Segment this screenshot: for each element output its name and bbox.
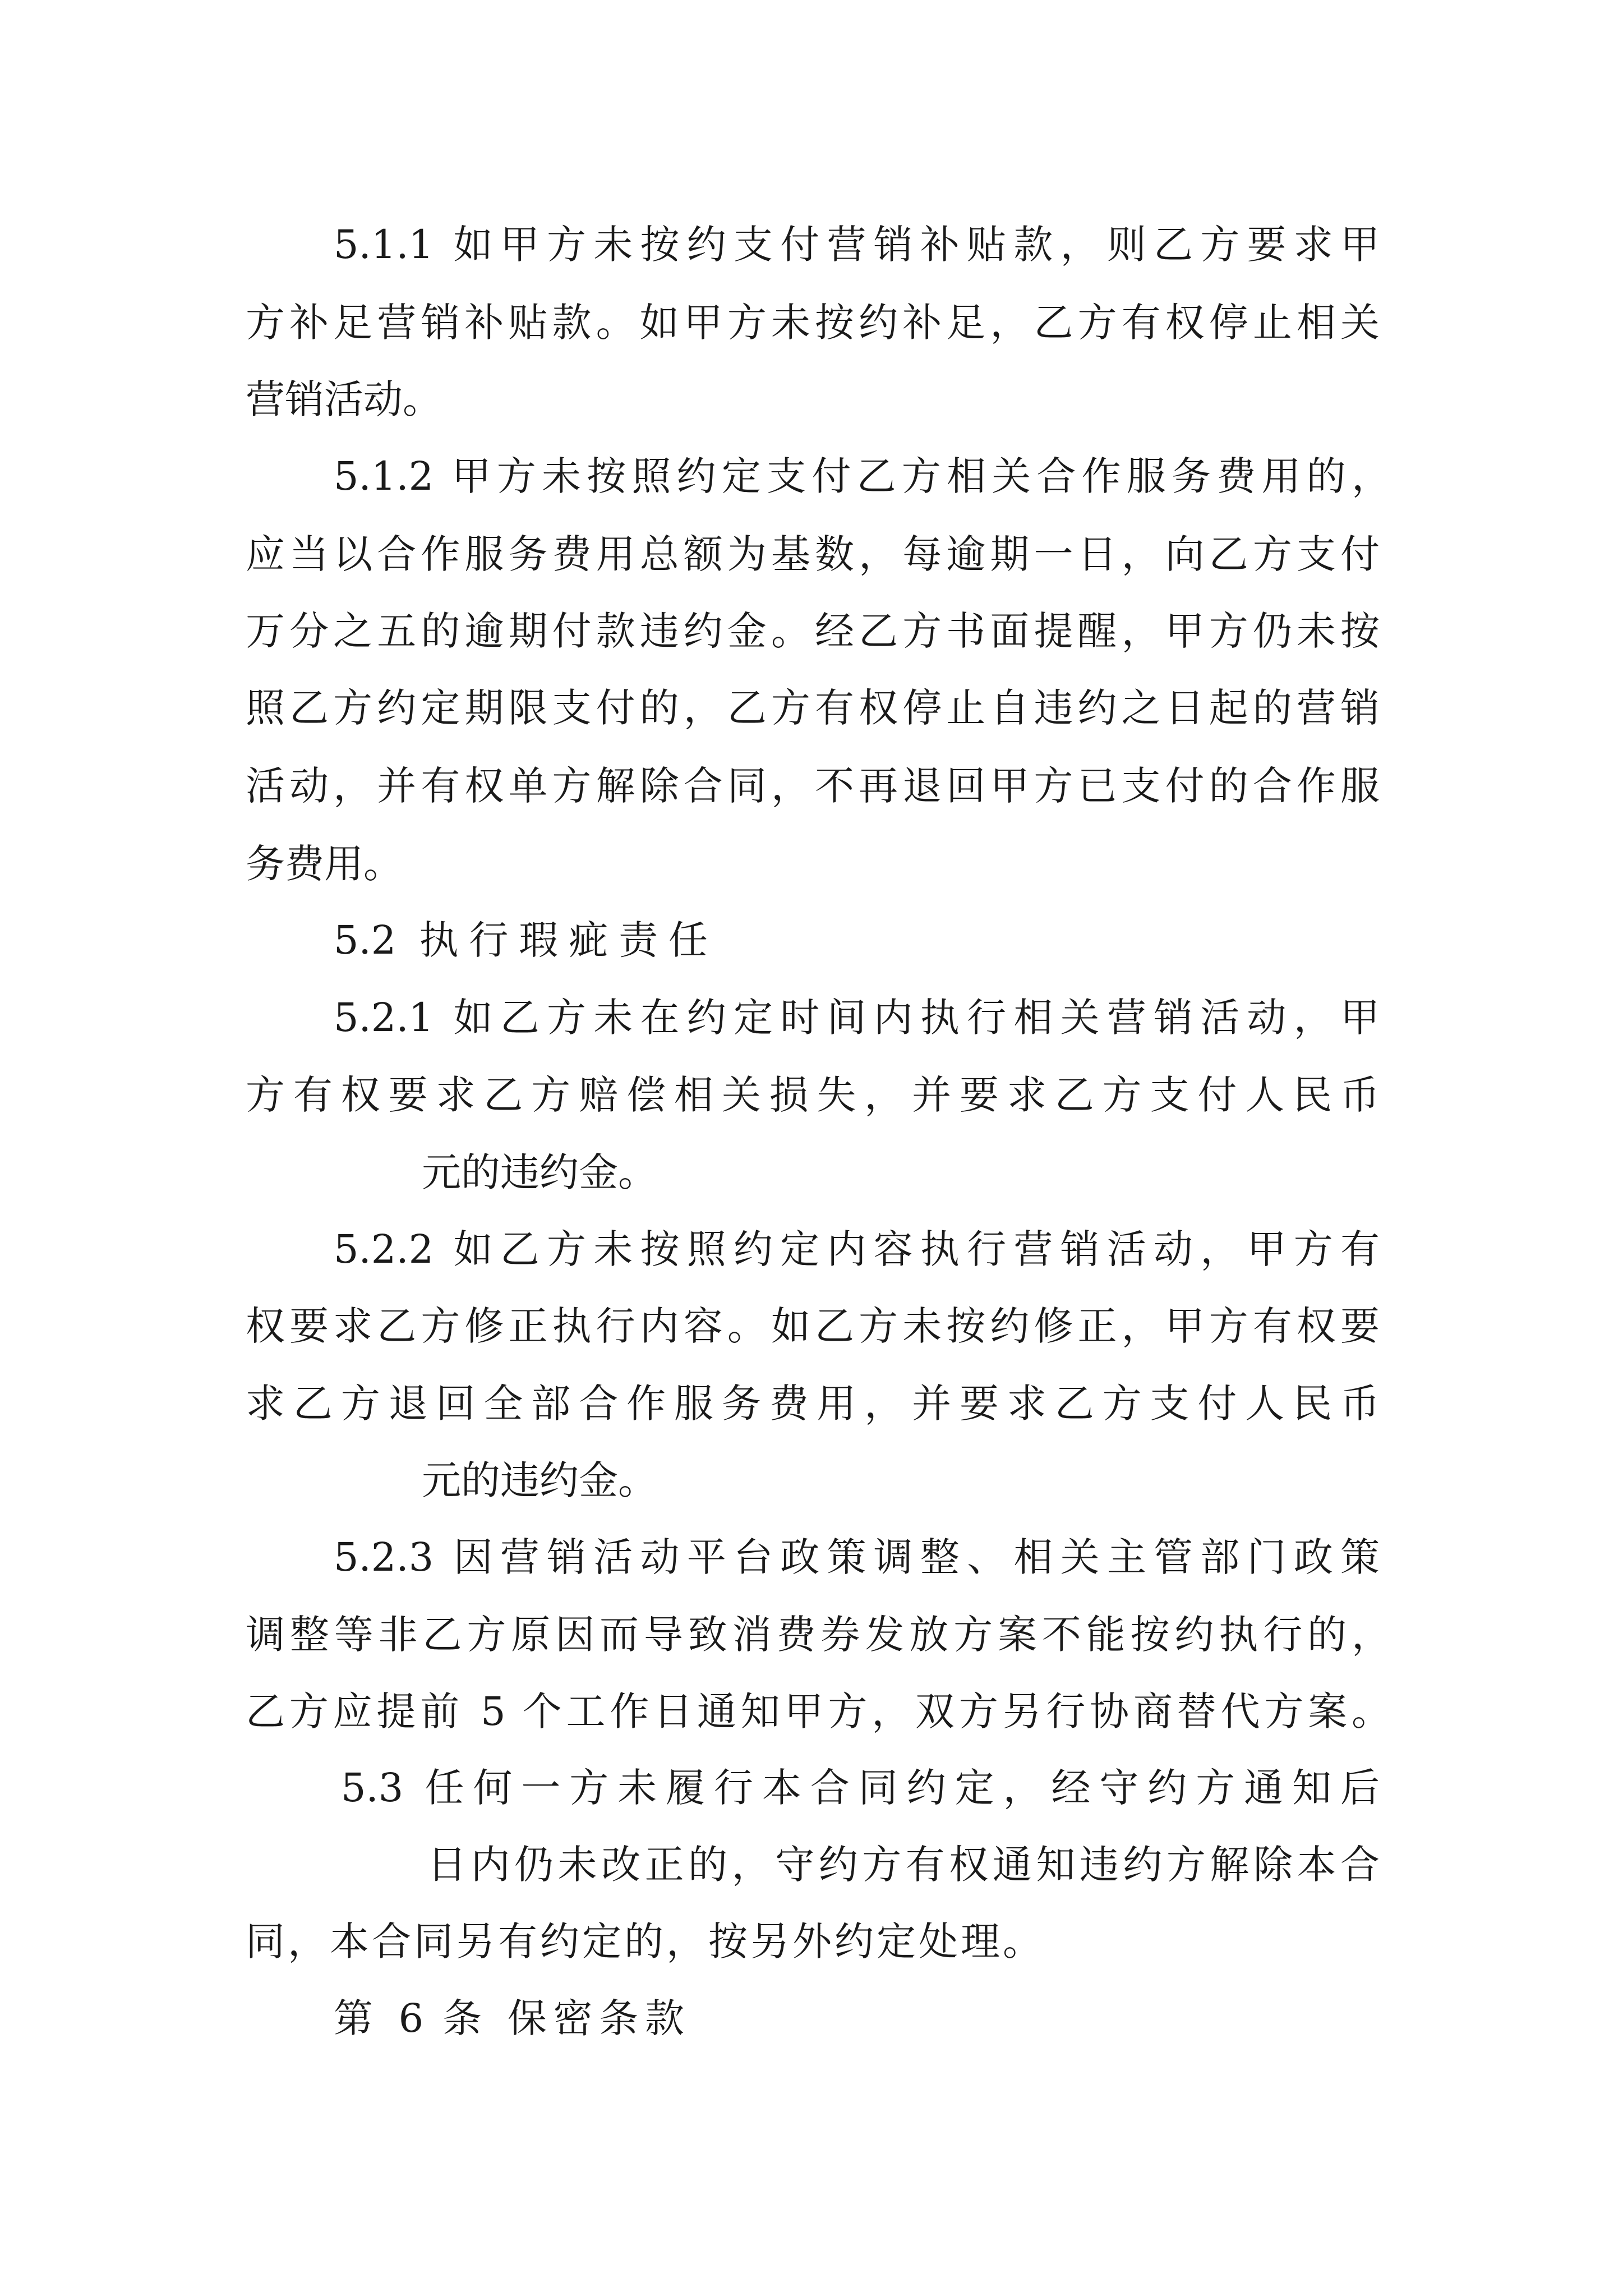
text-line: 照乙方约定期限支付的，乙方有权停止自违约之日起的营销 (246, 685, 1380, 731)
text-line: 求乙方退回全部合作服务费用，并要求乙方支付人民币 (246, 1381, 1380, 1427)
text-line: 元的违约金。 (422, 1457, 657, 1503)
text-line: 营销活动。 (246, 376, 442, 422)
section-heading: 5.2 执行瑕疵责任 (334, 917, 708, 963)
article-heading: 第 6 条 保密条款 (334, 1995, 684, 2041)
text-line: 调整等非乙方原因而导致消费券发放方案不能按约执行的， (246, 1612, 1391, 1658)
text-line: 权要求乙方修正执行内容。如乙方未按约修正，甲方有权要 (246, 1303, 1380, 1349)
text-line: 方有权要求乙方赔偿相关损失，并要求乙方支付人民币 (246, 1072, 1380, 1118)
text-line: 应当以合作服务费用总额为基数，每逾期一日，向乙方支付 (246, 531, 1380, 577)
text-line: 5.1.1 如甲方未按约支付营销补贴款，则乙方要求甲 (334, 222, 1380, 268)
text-line: 务费用。 (246, 841, 403, 887)
text-line: 元的违约金。 (422, 1149, 657, 1195)
text-line: 同，本合同另有约定的，按另外约定处理。 (246, 1918, 1042, 1964)
text-line: 5.2.2 如乙方未按照约定内容执行营销活动，甲方有 (334, 1226, 1380, 1272)
text-line: 日内仍未改正的，守约方有权通知违约方解除本合 (427, 1842, 1380, 1888)
text-line: 5.3 任何一方未履行本合同约定，经守约方通知后 (341, 1765, 1380, 1811)
text-line: 5.2.1 如乙方未在约定时间内执行相关营销活动，甲 (334, 995, 1380, 1041)
text-line: 方补足营销补贴款。如甲方未按约补足，乙方有权停止相关 (246, 300, 1380, 346)
text-line: 5.2.3 因营销活动平台政策调整、相关主管部门政策 (334, 1534, 1380, 1580)
text-line: 万分之五的逾期付款违约金。经乙方书面提醒，甲方仍未按 (246, 608, 1380, 654)
text-line: 活动，并有权单方解除合同，不再退回甲方已支付的合作服 (246, 763, 1380, 809)
text-line: 乙方应提前 5 个工作日通知甲方，双方另行协商替代方案。 (246, 1688, 1391, 1734)
text-line: 5.1.2 甲方未按照约定支付乙方相关合作服务费用的， (334, 453, 1391, 499)
